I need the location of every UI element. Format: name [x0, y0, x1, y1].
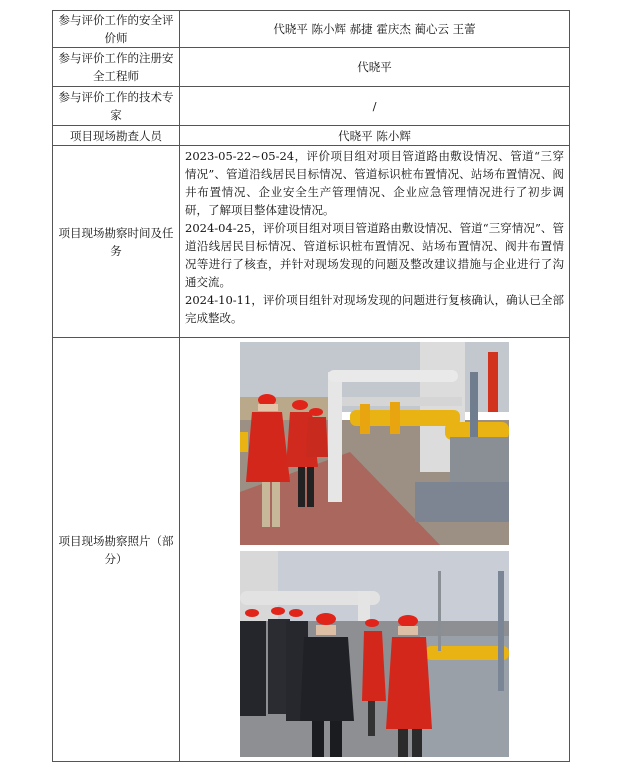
label-survey-time-tasks: 项目现场勘察时间及任务 [53, 146, 180, 338]
survey-tasks-cell [180, 146, 570, 338]
value-technical-expert: / [180, 87, 570, 126]
task-paragraph-3: 2024-10-11，评价项目组针对现场发现的问题进行复核确认，确认已全部完成整改。 [185, 293, 564, 325]
label-safety-assessors: 参与评价工作的安全评价师 [53, 11, 180, 48]
survey-info-table [52, 10, 570, 762]
site-photo-2 [240, 551, 509, 757]
site-photo-1 [240, 342, 509, 545]
task-paragraph-2: 2024-04-25，评价项目组对项目管道路由敷设情况、管道“三穿情况”、管道沿线居民目标情况、管道标识桩布置情况、站场布置情况、阀井布置情况等进行了核查，并针对现场发现的问题及整改建议措施与企业进行了沟通交流。 [185, 221, 564, 289]
label-technical-expert: 参与评价工作的技术专家 [53, 87, 180, 126]
value-registered-engineer: 代晓平 [180, 48, 570, 87]
label-registered-engineer: 参与评价工作的注册安全工程师 [53, 48, 180, 87]
value-safety-assessors: 代晓平 陈小辉 郝捷 霍庆杰 蔺心云 王蕾 [180, 11, 570, 48]
label-site-survey-staff: 项目现场勘查人员 [53, 126, 180, 146]
value-site-survey-staff: 代晓平 陈小辉 [180, 126, 570, 146]
label-survey-photos: 项目现场勘察照片（部分） [53, 338, 180, 762]
photos-cell [180, 338, 570, 762]
task-paragraph-1: 2023-05-22~05-24，评价项目组对项目管道路由敷设情况、管道“三穿情况”、管道沿线居民目标情况、管道标识桩布置情况、站场布置情况、阀井布置情况、企业安全生产管理情况、企业应急管理情况进行了初步调研，了解项目整体建设情况。 [185, 149, 564, 217]
